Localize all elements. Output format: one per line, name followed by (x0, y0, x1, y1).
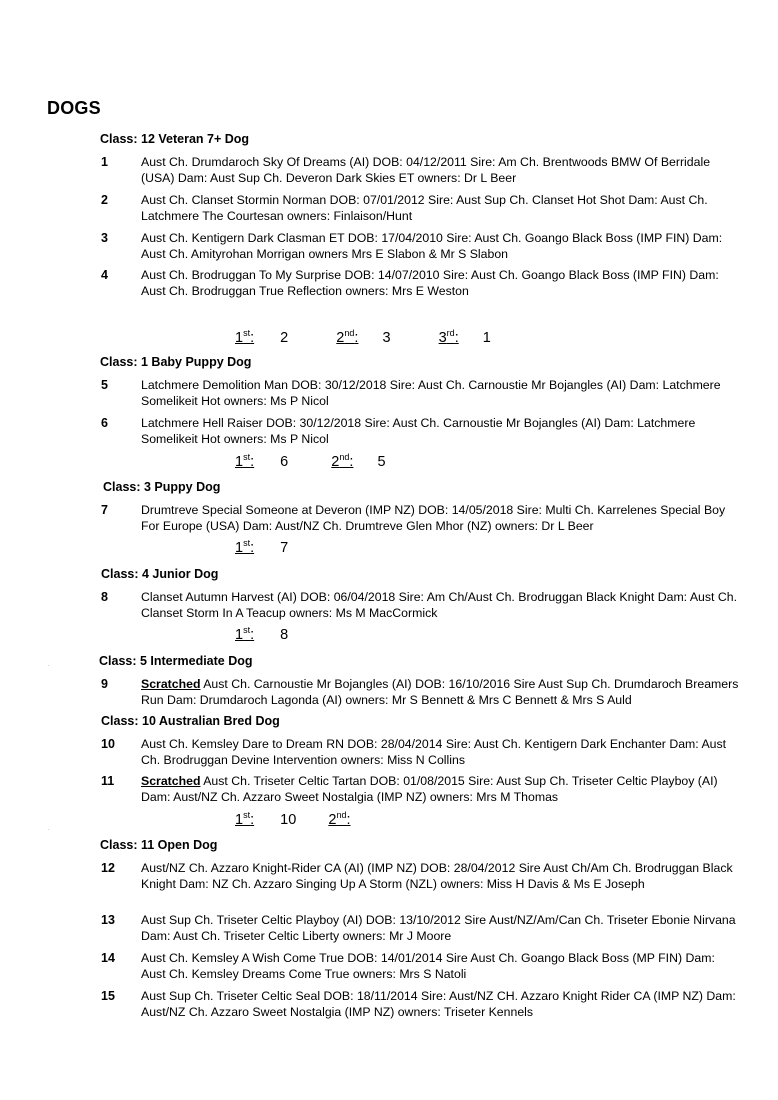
first-place-label: 1st: (235, 328, 255, 346)
third-place-label: 3rd: (438, 328, 459, 346)
scratched-label: Scratched (141, 774, 201, 788)
results-row (235, 627, 288, 643)
entry-details: Clanset Autumn Harvest (AI) DOB: 06/04/2018 Sire: Am Ch/Aust Ch. Brodruggan Black Knight Dam: Aust Ch. Clanset Storm In A Teacup owners: Ms M MacCormick (141, 590, 737, 620)
results-row (235, 812, 350, 828)
entry-number: 12 (101, 861, 115, 875)
entry-details: Drumtreve Special Someone at Deveron (IMP NZ) DOB: 14/05/2018 Sire: Multi Ch. Karrelenes Special Boy For Europe (USA) Dam: Aust/NZ Ch. Drumtreve Glen Mhor (NZ) owners: Dr L Beer (141, 503, 726, 533)
class-title: Class: 12 Veteran 7+ Dog (100, 132, 250, 146)
first-place-value: 6 (280, 454, 289, 470)
entry-number: 10 (101, 737, 115, 751)
entry-details: Latchmere Hell Raiser DOB: 30/12/2018 Sire: Aust Ch. Carnoustie Mr Bojangles (AI) Dam: Latchmere Somelikeit Hot owners: Ms P Nicol (141, 416, 696, 446)
third-place-value: 1 (482, 330, 491, 346)
class-title: Class: 4 Junior Dog (101, 567, 219, 581)
entry-number: 6 (101, 416, 108, 430)
entry-details: Scratched Aust Ch. Carnoustie Mr Bojangles (AI) DOB: 16/10/2016 Sire Aust Sup Ch. Drumdaroch Breamers Run Dam: Drumdaroch Lagonda (AI) owners: Mr S Bennett & Mrs C Bennett & Mrs S Auld (141, 677, 739, 707)
first-place-value: 10 (280, 812, 297, 828)
entry-number: 14 (101, 951, 115, 965)
entry-details: Latchmere Demolition Man DOB: 30/12/2018 Sire: Aust Ch. Carnoustie Mr Bojangles (AI) Dam: Latchmere Somelikeit Hot owners: Ms P Nicol (141, 378, 721, 408)
class-title: Class: 11 Open Dog (100, 838, 218, 852)
entry-number: 13 (101, 913, 115, 927)
margin-mark: . (48, 662, 50, 668)
entry-number: 4 (101, 268, 108, 282)
entry-details: Aust Sup Ch. Triseter Celtic Seal DOB: 18/11/2014 Sire: Aust/NZ CH. Azzaro Knight Rider CA (IMP NZ) Dam: Aust/NZ Ch. Azzaro Sweet Nostalgia (IMP NZ) owners: Triseter Kennels (141, 989, 736, 1019)
entry-number: 1 (101, 155, 108, 169)
entry-number: 15 (101, 989, 115, 1003)
second-place-value: 3 (382, 330, 391, 346)
class-title: Class: 5 Intermediate Dog (99, 654, 253, 668)
entry-number: 8 (101, 590, 108, 604)
first-place-label: 1st: (235, 538, 255, 556)
entry-details: Aust Ch. Brodruggan To My Surprise DOB: 14/07/2010 Sire: Aust Ch. Goango Black Boss (IMP FIN) Dam: Aust Ch. Brodruggan True Reflection owners: Mrs E Weston (141, 268, 719, 298)
entry-details: Aust/NZ Ch. Azzaro Knight-Rider CA (AI) (IMP NZ) DOB: 28/04/2012 Sire Aust Ch/Am Ch. Brodruggan Black Knight Dam: NZ Ch. Azzaro Singing Up A Storm (NZL) owners: Miss H Davis & Ms E Joseph (141, 861, 733, 891)
class-title: Class: 3 Puppy Dog (103, 480, 221, 494)
first-place-label: 1st: (235, 810, 255, 828)
margin-mark: . (48, 826, 50, 832)
entry-details: Aust Ch. Clanset Stormin Norman DOB: 07/01/2012 Sire: Aust Sup Ch. Clanset Hot Shot Dam: Aust Ch. Latchmere The Courtesan owners: Finlaison/Hunt (141, 193, 708, 223)
second-place-label: 2nd: (331, 452, 354, 470)
entry-details: Scratched Aust Ch. Triseter Celtic Tartan DOB: 01/08/2015 Sire: Aust Sup Ch. Triseter Celtic Playboy (AI) Dam: Aust/NZ Ch. Azzaro Sweet Nostalgia (IMP NZ) owners: Mrs M Thomas (141, 774, 718, 804)
entry-details: Aust Ch. Kemsley Dare to Dream RN DOB: 28/04/2014 Sire: Aust Ch. Kentigern Dark Enchanter Dam: Aust Ch. Brodruggan Devine Intervention owners: Miss N Collins (141, 737, 727, 767)
scratched-label: Scratched (141, 677, 201, 691)
first-place-value: 7 (280, 540, 289, 556)
first-place-value: 2 (280, 330, 289, 346)
entry-number: 11 (101, 774, 115, 788)
class-title: Class: 1 Baby Puppy Dog (100, 355, 252, 369)
entry-number: 7 (101, 503, 108, 517)
entry-number: 3 (101, 231, 108, 245)
first-place-value: 8 (280, 627, 289, 643)
results-row (235, 540, 288, 556)
second-place-label: 2nd: (336, 328, 359, 346)
class-title: Class: 10 Australian Bred Dog (101, 714, 280, 728)
entry-number: 2 (101, 193, 108, 207)
entry-details: Aust Ch. Kentigern Dark Clasman ET DOB: 17/04/2010 Sire: Aust Ch. Goango Black Boss (IMP FIN) Dam: Aust Ch. Amityrohan Morrigan owners Mrs E Slabon & Mr S Slabon (141, 231, 723, 261)
results-row (235, 330, 491, 346)
entry-details: Aust Ch. Drumdaroch Sky Of Dreams (AI) DOB: 04/12/2011 Sire: Am Ch. Brentwoods BMW Of Berridale (USA) Dam: Aust Sup Ch. Deveron Dark Skies ET owners: Dr L Beer (141, 155, 711, 185)
second-place-value: 5 (377, 454, 386, 470)
entry-details: Aust Ch. Kemsley A Wish Come True DOB: 14/01/2014 Sire Aust Ch. Goango Black Boss (MP FIN) Dam: Aust Ch. Kemsley Dreams Come True owners: Mrs S Natoli (141, 951, 715, 981)
first-place-label: 1st: (235, 625, 255, 643)
entry-number: 9 (101, 677, 108, 691)
entry-number: 5 (101, 378, 108, 392)
page-heading: DOGS (47, 98, 101, 118)
entry-details: Aust Sup Ch. Triseter Celtic Playboy (AI) DOB: 13/10/2012 Sire Aust/NZ/Am/Can Ch. Triseter Ebonie Nirvana Dam: Aust Ch. Triseter Celtic Liberty owners: Mr J Moore (141, 913, 736, 943)
second-place-label: 2nd: (328, 810, 351, 828)
results-row (235, 454, 386, 470)
first-place-label: 1st: (235, 452, 255, 470)
